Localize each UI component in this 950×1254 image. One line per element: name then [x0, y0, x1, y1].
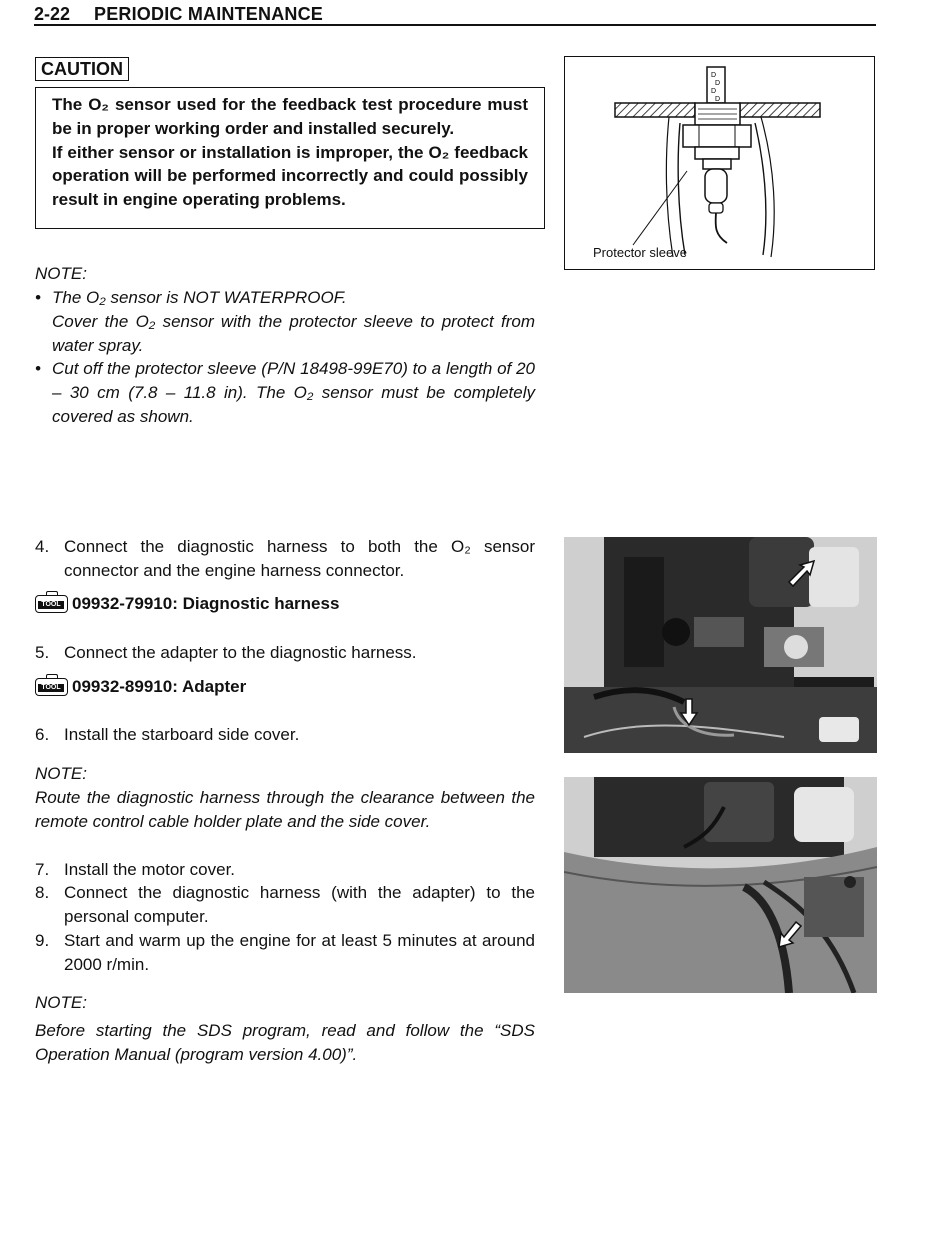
page-number: 2-22 [34, 4, 71, 24]
note-3-label: NOTE: [35, 993, 87, 1012]
step-number: 8. [35, 883, 50, 902]
note-2-text: Route the diagnostic harness through the clearance between the remote control cable holder plate and the side cover. [35, 788, 535, 831]
tool-part-number: 09932-89910: Adapter [72, 677, 247, 696]
figure-caption: Protector sleeve [593, 245, 687, 260]
step-4 [35, 535, 535, 583]
tool-icon: TOOL [35, 678, 68, 696]
svg-text:D: D [711, 72, 717, 79]
step-text: Start and warm up the engine for at least 5 minutes at around 2000 r/min. [64, 931, 535, 974]
caution-paragraph-1: The O₂ sensor used for the feedback test procedure must be in proper working order and installed securely. [52, 95, 528, 138]
svg-text:D: D [715, 96, 721, 103]
note-3-text: Before starting the SDS program, read and follow the “SDS Operation Manual (program version 4.00)”. [35, 1021, 535, 1064]
step-6 [35, 723, 535, 747]
step-number: 6. [35, 725, 50, 744]
caution-box [35, 87, 545, 229]
tool-icon: TOOL [35, 595, 68, 613]
o2-sensor-diagram [565, 57, 876, 271]
step-number: 9. [35, 931, 50, 950]
step-text: Connect the diagnostic harness (with the adapter) to the personal computer. [64, 883, 535, 926]
caution-paragraph-2: If either sensor or installation is improper, the O₂ feedback operation will be performed incorrectly and could possibly result in engine operating problems. [52, 142, 528, 210]
page-header [34, 2, 876, 26]
step-5 [35, 641, 535, 665]
step-text: Install the starboard side cover. [64, 725, 300, 744]
step-9 [35, 929, 535, 977]
svg-text:D: D [715, 80, 721, 87]
step-number: 5. [35, 643, 50, 662]
step-7 [35, 858, 535, 882]
protector-sleeve-figure [564, 56, 875, 270]
engine-harness-photo [564, 537, 877, 753]
caution-label: CAUTION [35, 57, 129, 81]
svg-text:D: D [711, 88, 717, 95]
motor-cover-illustration [564, 777, 877, 993]
bullet-dot: • [35, 288, 41, 307]
step-text: Install the motor cover. [64, 860, 236, 879]
note-bullet-1-line-1: The O₂ sensor is NOT WATERPROOF. [52, 288, 347, 307]
note-label: NOTE: [35, 264, 87, 283]
step-text: Connect the adapter to the diagnostic harness. [64, 643, 417, 662]
step-8 [35, 881, 535, 929]
motor-cover-photo [564, 777, 877, 993]
note-bullet-2 [35, 357, 535, 428]
note-bullet-2-text: Cut off the protector sleeve (P/N 18498-99E70) to a length of 20 – 30 cm (7.8 – 11.8 in). The O₂ sensor must be completely covered as shown. [52, 359, 535, 426]
tool-part-number: 09932-79910: Diagnostic harness [72, 594, 340, 613]
note-2-label: NOTE: [35, 764, 87, 783]
note-bullet-1-line-2: Cover the O₂ sensor with the protector sleeve to protect from water spray. [52, 311, 535, 355]
step-text: Connect the diagnostic harness to both the O₂ sensor connector and the engine harness connector. [64, 537, 535, 580]
step-number: 4. [35, 537, 50, 556]
engine-photo-illustration [564, 537, 877, 753]
section-title: PERIODIC MAINTENANCE [94, 4, 324, 24]
bullet-dot: • [35, 359, 41, 378]
step-number: 7. [35, 860, 50, 879]
note-bullet-1 [35, 286, 535, 357]
